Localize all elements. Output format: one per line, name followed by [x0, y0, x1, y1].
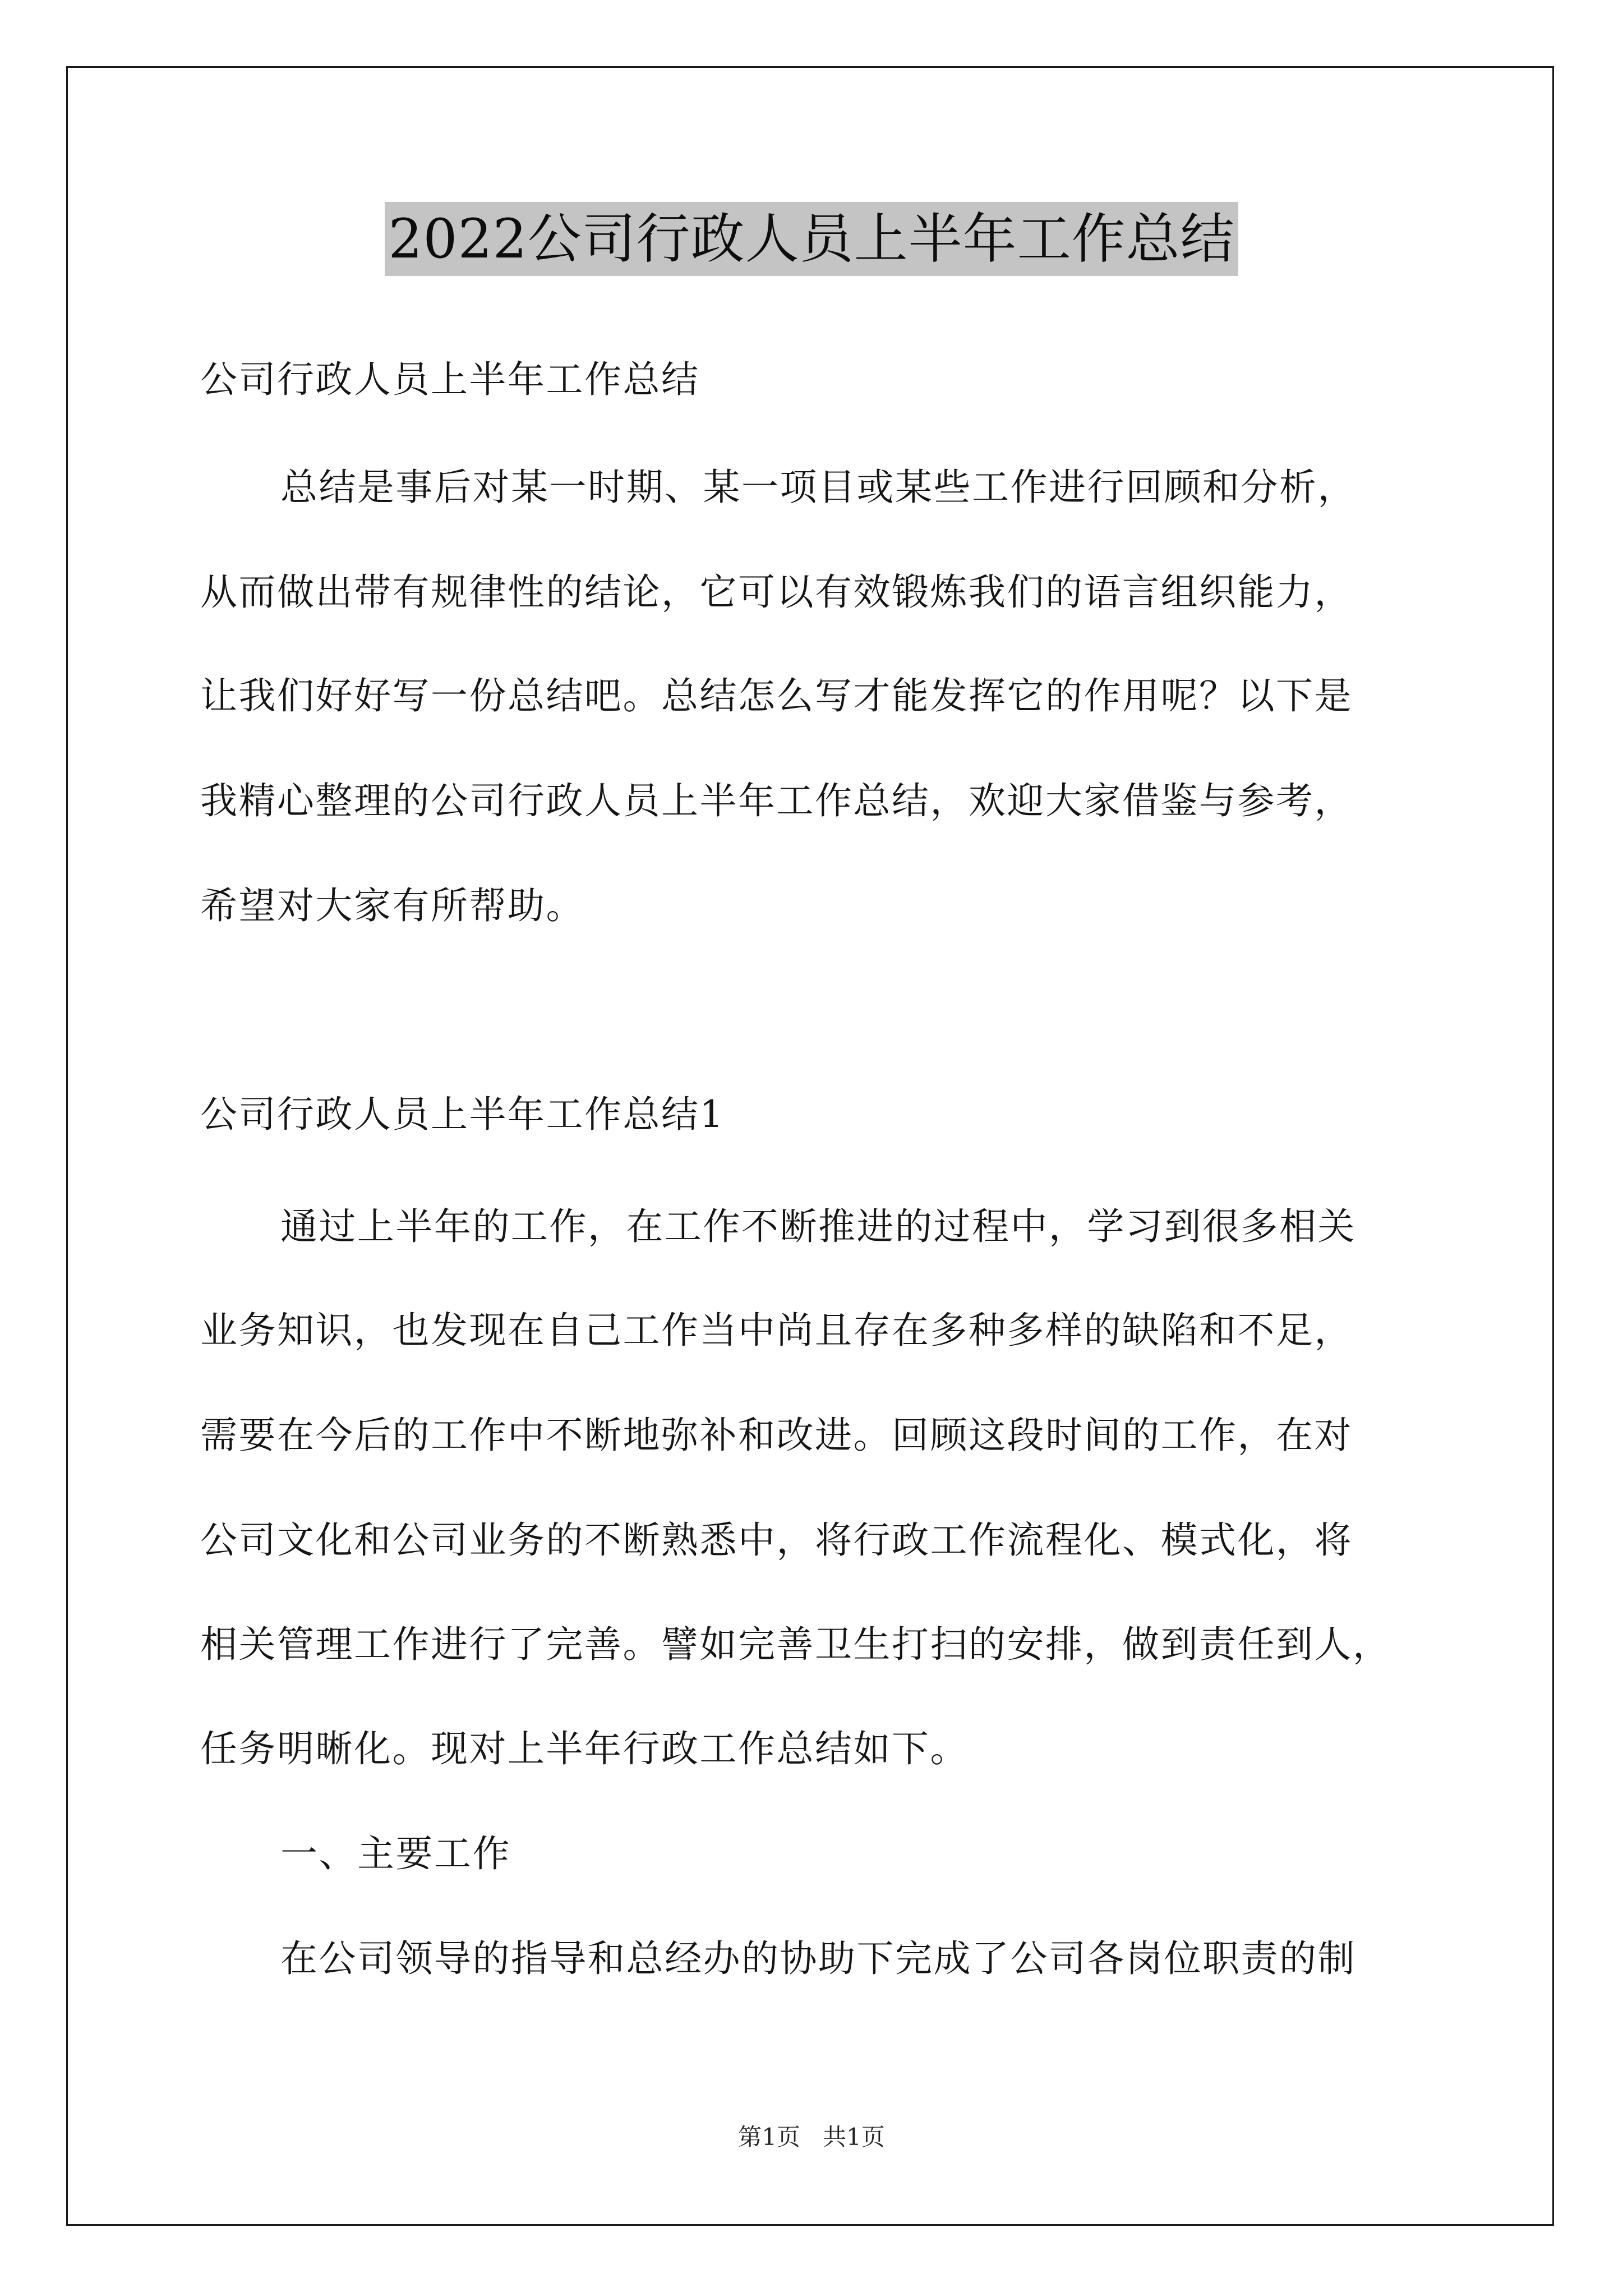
paragraph-line: 业务知识，也发现在自己工作当中尚且存在多种多样的缺陷和不足， — [200, 1309, 1353, 1352]
paragraph-line: 在公司领导的指导和总经办的协助下完成了公司各岗位职责的制 — [280, 1937, 1356, 1980]
title-container — [0, 202, 1623, 276]
paragraph-line: 通过上半年的工作，在工作不断推进的过程中，学习到很多相关 — [280, 1205, 1356, 1248]
paragraph-line: 我精心整理的公司行政人员上半年工作总结，欢迎大家借鉴与参考， — [200, 779, 1353, 822]
paragraph-line: 公司文化和公司业务的不断熟悉中，将行政工作流程化、模式化，将 — [200, 1519, 1353, 1562]
paragraph-line: 需要在今后的工作中不断地弥补和改进。回顾这段时间的工作，在对 — [200, 1414, 1353, 1457]
section-heading: 公司行政人员上半年工作总结1 — [200, 1093, 725, 1136]
paragraph-line: 总结是事后对某一时期、某一项目或某些工作进行回顾和分析， — [280, 466, 1356, 509]
page-footer: 第1页 共1页 — [738, 2123, 885, 2151]
paragraph-line: 希望对大家有所帮助。 — [200, 884, 584, 927]
paragraph-line: 相关管理工作进行了完善。譬如完善卫生打扫的安排，做到责任到人， — [200, 1623, 1391, 1666]
subsection-heading: 一、主要工作 — [280, 1832, 511, 1875]
paragraph-line: 任务明晰化。现对上半年行政工作总结如下。 — [200, 1727, 969, 1770]
document-title: 2022公司行政人员上半年工作总结 — [385, 202, 1238, 276]
subtitle: 公司行政人员上半年工作总结 — [200, 358, 700, 401]
paragraph-line: 让我们好好写一份总结吧。总结怎么写才能发挥它的作用呢？以下是 — [200, 674, 1353, 717]
paragraph-line: 从而做出带有规律性的结论，它可以有效锻炼我们的语言组织能力， — [200, 570, 1353, 614]
